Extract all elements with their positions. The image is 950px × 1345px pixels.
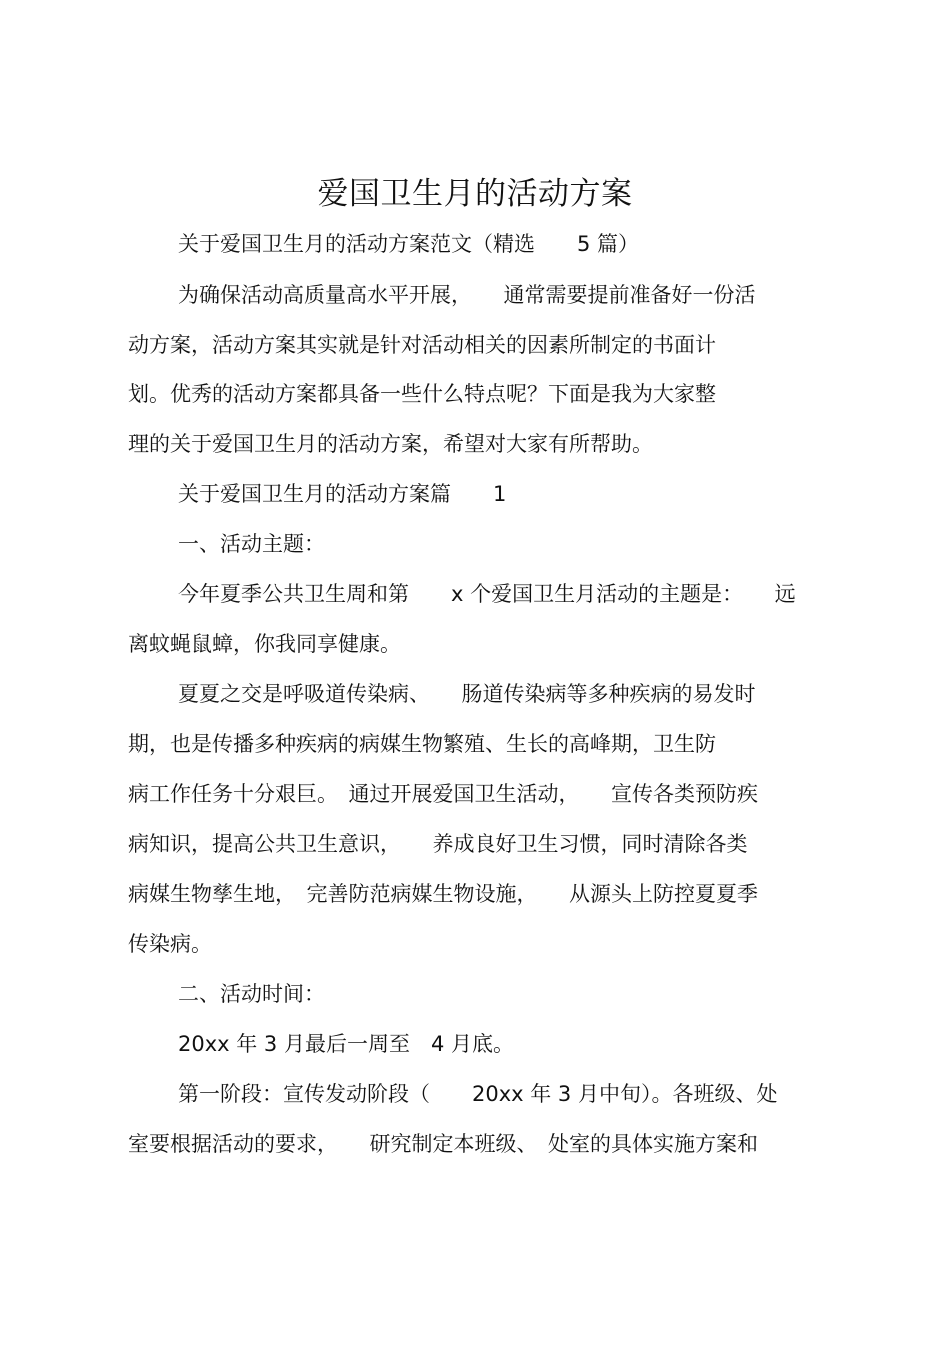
paragraph-line: 今年夏季公共卫生周和第 x 个爱国卫生月活动的主题是： 远 [178, 582, 796, 606]
paragraph-line: 传染病。 [128, 932, 212, 956]
paragraph-line: 为确保活动高质量高水平开展， 通常需要提前准备好一份活 [178, 283, 756, 307]
paragraph-line: 夏夏之交是呼吸道传染病、 肠道传染病等多种疾病的易发时 [178, 682, 756, 706]
subtitle-line: 关于爱国卫生月的活动方案范文（精选 5 篇） [178, 232, 640, 256]
paragraph-line: 病工作任务十分艰巨。 通过开展爱国卫生活动， 宣传各类预防疾 [128, 782, 758, 806]
section-heading: 一、活动主题： [178, 532, 325, 556]
paragraph-line: 理的关于爱国卫生月的活动方案，希望对大家有所帮助。 [128, 432, 653, 456]
paragraph-line: 室要根据活动的要求， 研究制定本班级、 处室的具体实施方案和 [128, 1132, 758, 1156]
paragraph-line: 病媒生物孳生地， 完善防范病媒生物设施， 从源头上防控夏夏季 [128, 882, 758, 906]
paragraph-line: 期，也是传播多种疾病的病媒生物繁殖、生长的高峰期，卫生防 [128, 732, 716, 756]
paragraph-line: 病知识，提高公共卫生意识， 养成良好卫生习惯，同时清除各类 [128, 832, 748, 856]
document-title: 爱国卫生月的活动方案 [317, 176, 633, 212]
paragraph-line: 离蚊蝇鼠蟑，你我同享健康。 [128, 632, 401, 656]
paragraph-line: 动方案，活动方案其实就是针对活动相关的因素所制定的书面计 [128, 333, 716, 357]
section-heading: 二、活动时间： [178, 982, 325, 1006]
paragraph-line: 划。优秀的活动方案都具备一些什么特点呢？下面是我为大家整 [128, 382, 716, 406]
section-heading: 关于爱国卫生月的活动方案篇 1 [178, 482, 507, 506]
paragraph-line: 第一阶段：宣传发动阶段（ 20xx 年 3 月中旬）。各班级、处 [178, 1082, 778, 1106]
paragraph-line: 20xx 年 3 月最后一周至 4 月底。 [178, 1032, 514, 1056]
